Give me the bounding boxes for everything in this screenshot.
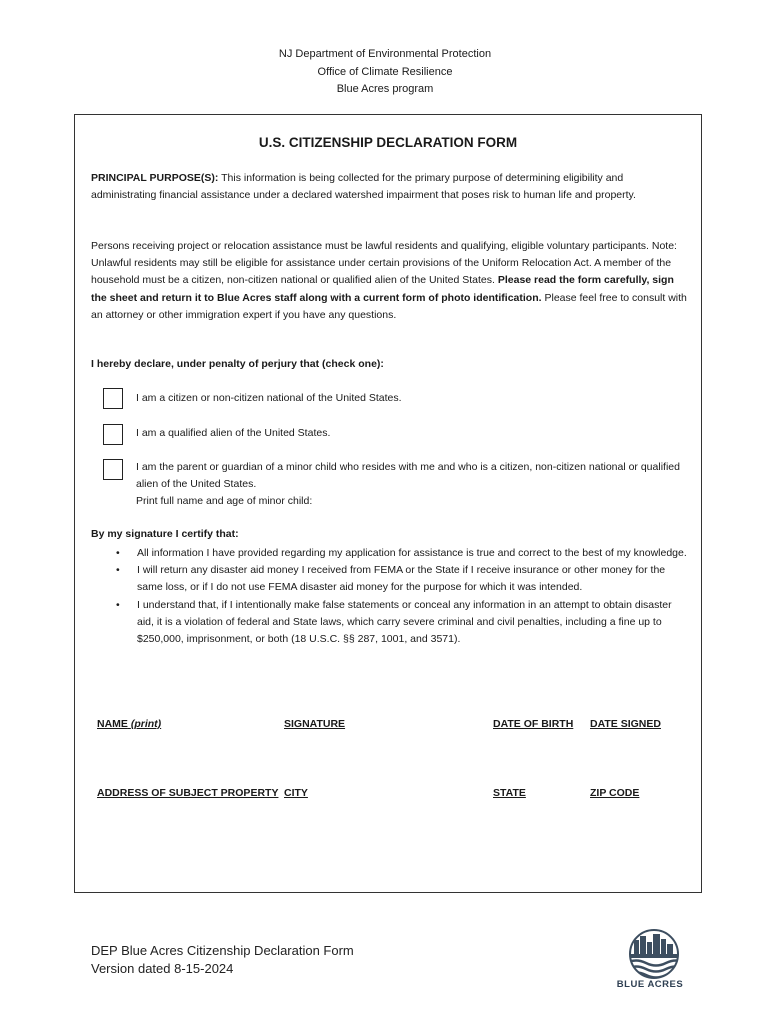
zip-code-field-label: ZIP CODE <box>590 787 640 799</box>
purpose-label: PRINCIPAL PURPOSE(S): <box>91 172 219 184</box>
qualified-alien-checkbox[interactable] <box>103 424 123 445</box>
form-title: U.S. CITIZENSHIP DECLARATION FORM <box>258 135 518 150</box>
program-name: Blue Acres program <box>336 83 434 95</box>
residency-instruction: Please read the form carefully, sign the sheet and return it to Blue Acres staff along with a current form of photo identification. <box>91 274 674 304</box>
date-of-birth-field-label: DATE OF BIRTH <box>493 718 574 730</box>
option-citizen-label: I am a citizen or non-citizen national of the United States. <box>136 392 402 404</box>
citizen-checkbox[interactable] <box>103 388 123 409</box>
option-qualified-alien-label: I am a qualified alien of the United States. <box>136 427 331 439</box>
footer-title <box>91 942 354 978</box>
declare-heading: I hereby declare, under penalty of perjury that (check one): <box>91 358 384 370</box>
list-item: • I understand that, if I intentionally make false statements or conceal any information in an attempt to obtain disaster aid, it is a violation of federal and State laws, which carry severe criminal and civil penalties, including a fine up to $250,000, imprisonment, or both (18 U.S.C. §§ 287, 1001, and 3571). <box>116 598 672 646</box>
logo-wordmark: BLUE ACRES <box>616 979 684 990</box>
list-item: • I will return any disaster aid money I received from FEMA or the State if I receive insurance or other money for the same loss, or if I do not use FEMA disaster aid money for the purpose for which it was intended. <box>116 564 666 594</box>
parent-guardian-checkbox[interactable] <box>103 459 123 480</box>
residency-text: Persons receiving project or relocation assistance must be lawful residents and qualifying, eligible voluntary participants. Note: Unlawful residents may still be eligible for assistance under certain provisions of the Uniform Relocation Act. A member of the household must be a citizen, non-citizen national or qualified alien of the United States. <box>91 240 677 287</box>
certify-heading: By my signature I certify that: <box>91 528 239 540</box>
form-container <box>74 114 702 893</box>
footer-form-name: DEP Blue Acres Citizenship Declaration Form <box>91 943 354 958</box>
list-item: • All information I have provided regarding my application for assistance is true and correct to the best of my knowledge. <box>116 547 687 559</box>
signature-field-label: SIGNATURE <box>284 718 346 730</box>
minor-child-prompt: Print full name and age of minor child: <box>136 495 313 507</box>
purpose-text: This information is being collected for the primary purpose of determining eligibility and administrating financial assistance under a declared watershed impairment that poses risk to human life and property. <box>91 172 636 202</box>
name-field-label: NAME (print) <box>97 718 162 730</box>
city-field-label: CITY <box>284 787 308 799</box>
footer-version: Version dated 8-15-2024 <box>91 961 234 976</box>
state-field-label: STATE <box>493 787 526 799</box>
office-name: Office of Climate Resilience <box>317 65 453 78</box>
agency-name: NJ Department of Environmental Protection <box>278 48 492 60</box>
date-signed-field-label: DATE SIGNED <box>590 718 661 730</box>
option-parent-guardian-label: I am the parent or guardian of a minor child who resides with me and who is a citizen, non-citizen national or qualified alien of the United States. <box>136 461 680 490</box>
principal-purpose-paragraph <box>91 170 687 204</box>
certification-list <box>91 545 687 648</box>
residency-paragraph <box>91 238 687 324</box>
document-header <box>0 46 770 99</box>
residency-tail: Please feel free to consult with an attorney or other immigration expert if you have any questions. <box>91 291 687 321</box>
address-field-label: ADDRESS OF SUBJECT PROPERTY <box>97 787 279 799</box>
